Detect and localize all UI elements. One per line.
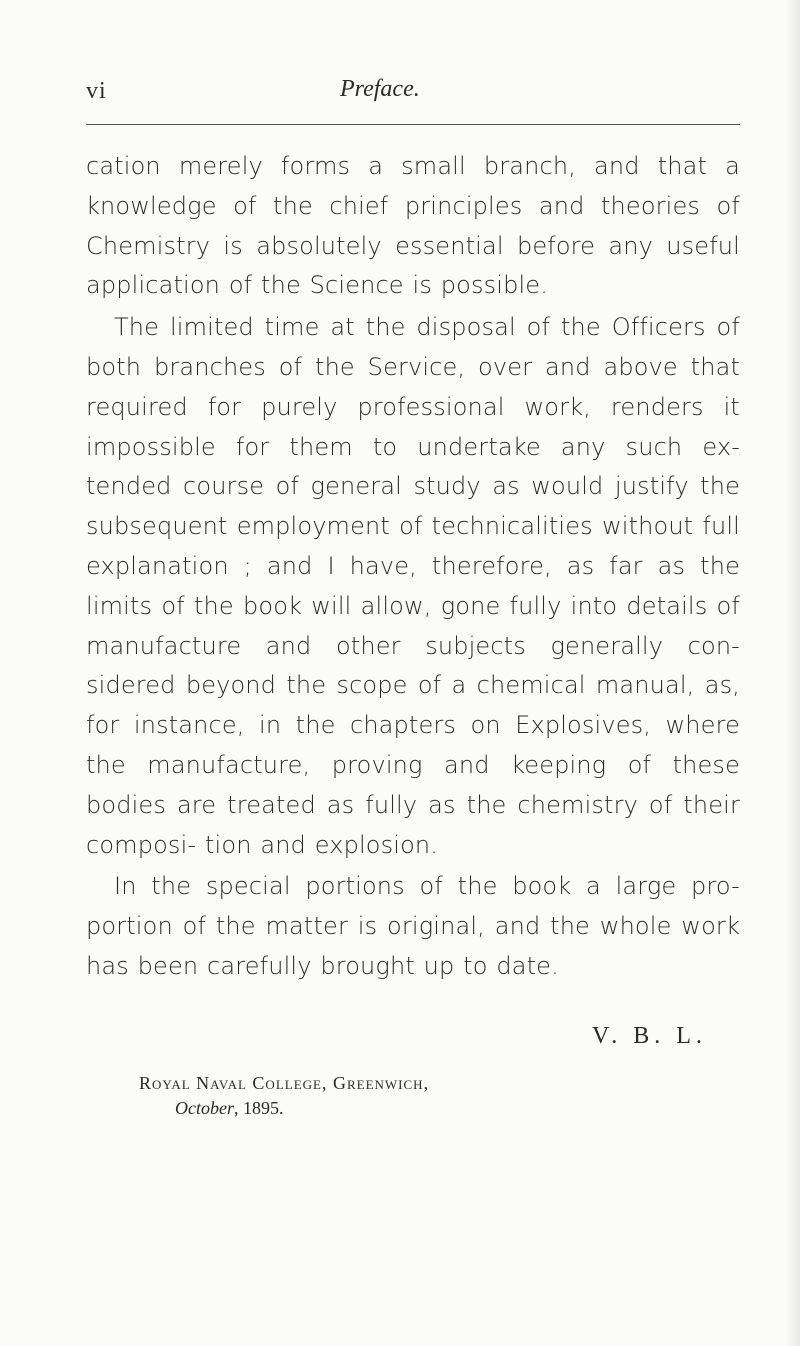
running-head-title: Preface. — [340, 76, 420, 102]
preface-body — [86, 147, 740, 987]
header-rule — [86, 124, 740, 125]
author-initials: V. B. L. — [592, 1023, 707, 1049]
dateline — [175, 1098, 283, 1119]
page-edge-shadow — [786, 0, 800, 1346]
page-number: vi — [86, 78, 107, 104]
date-month: October — [175, 1098, 234, 1118]
paragraph-continuation: cation merely forms a small branch, and that a knowledge of the chief principles and theories of Chemistry is absolutely essential before any useful application of the Science is possible. — [86, 152, 740, 300]
college-location: Royal Naval College, Greenwich, — [139, 1073, 430, 1093]
paragraph-special-portions: In the special portions of the book a large pro- portion of the matter is original, and the whole work has been carefully brought up to date. — [86, 872, 740, 980]
paragraph-limited-time: The limited time at the disposal of the Officers of both branches of the Service, over and above that required for purely professional work, renders it impossible for them to undertake any such ex- tended course of general study as would justify the subsequent employment of technicalities without full explanation ; and I have, therefore, as far as the limits of the book will allow, gone fully into details of manufacture and other subjects generally con- sidered beyond the scope of a chemical manual, as, for instance, in the chapters on Explosives, where the manufacture, proving and keeping of these bodies are treated as fully as the chemistry of their composi- tion and explosion. — [86, 313, 740, 859]
date-year: , 1895. — [233, 1098, 284, 1118]
